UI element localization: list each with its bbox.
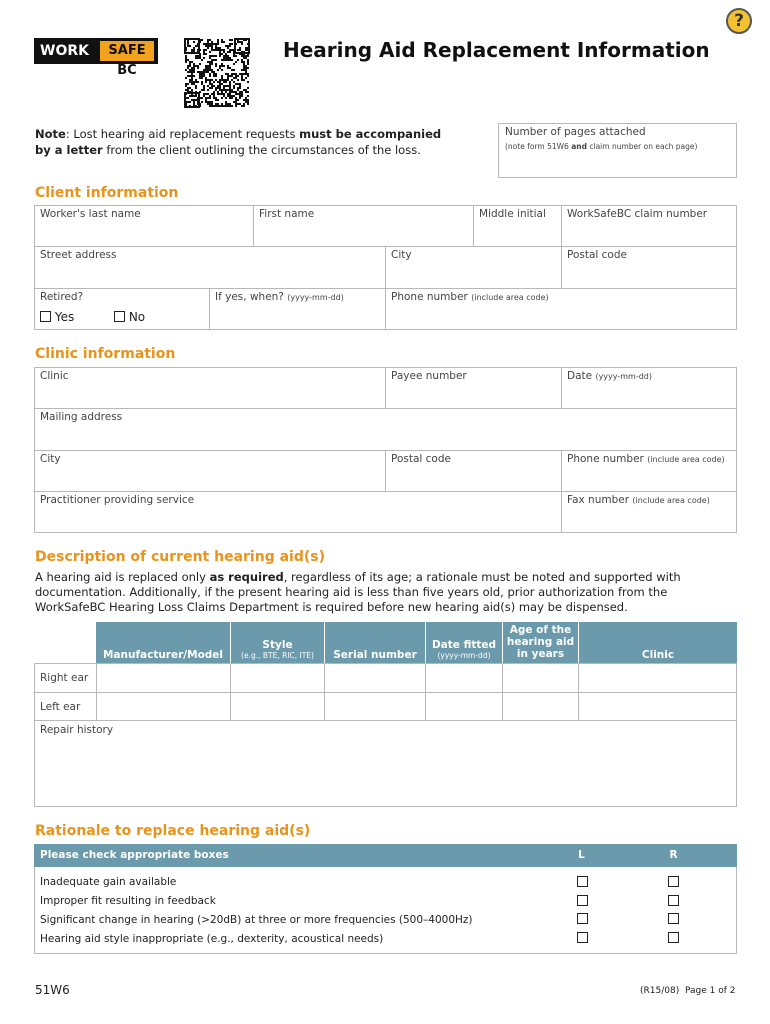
rationale-table-header: Please check appropriate boxes L R (34, 844, 737, 867)
right-checkbox[interactable] (668, 895, 679, 906)
clinic-phone-field[interactable]: Phone number (include area code) (567, 453, 725, 465)
hearing-aid-table (34, 663, 737, 807)
form-number: 51W6 (35, 983, 70, 997)
retired-date-field[interactable]: If yes, when? (yyyy-mm-dd) (215, 291, 344, 303)
rationale-item: Hearing aid style inappropriate (e.g., dexterity, acoustical needs) (40, 933, 384, 945)
note-text: Note: Lost hearing aid replacement requests must be accompanied by a letter from the client outlining the circumstances of the loss. (35, 127, 442, 157)
street-address-field[interactable]: Street address (40, 249, 117, 261)
rationale-heading: Rationale to replace hearing aid(s) (35, 823, 311, 839)
rationale-item: Significant change in hearing (>20dB) at three or more frequencies (500–4000Hz) (40, 914, 473, 926)
help-icon[interactable]: ? (726, 8, 752, 34)
pages-attached-field[interactable]: Number of pages attached (note form 51W6 and claim number on each page) (498, 123, 737, 178)
left-checkbox[interactable] (577, 895, 588, 906)
clinic-city-field[interactable]: City (40, 453, 61, 465)
first-name-field[interactable]: First name (259, 208, 315, 220)
hearing-aid-table-header: Manufacturer/Model Style (e.g., BTE, RIC, ITE) Serial number Date fitted (yyyy-mm-dd) Age of the hearing aid in years Clinic (96, 622, 737, 663)
middle-initial-field[interactable]: Middle initial (479, 208, 546, 220)
client-postal-field[interactable]: Postal code (567, 249, 627, 261)
client-phone-field[interactable]: Phone number (include area code) (391, 291, 549, 303)
retired-label: Retired? (40, 291, 84, 303)
right-checkbox[interactable] (668, 932, 679, 943)
retired-no-option[interactable]: No (114, 310, 145, 324)
rationale-item: Inadequate gain available (40, 876, 177, 888)
rationale-item: Improper fit resulting in feedback (40, 895, 216, 907)
clinic-date-field[interactable]: Date (yyyy-mm-dd) (567, 370, 653, 382)
practitioner-field[interactable]: Practitioner providing service (40, 494, 195, 506)
description-text: A hearing aid is replaced only as required, regardless of its age; a rationale must be noted and supported with documentation. Additionally, if the present hearing aid is less than five years old, prior authorization from the WorkSafeBC Hearing Loss Claims Department is required before new hearing aid(s) may be dispensed. (35, 570, 681, 614)
page-indicator: (R15/08) Page 1 of 2 (640, 986, 736, 996)
repair-history-field[interactable]: Repair history (40, 724, 114, 736)
payee-number-field[interactable]: Payee number (391, 370, 467, 382)
clinic-name-field[interactable]: Clinic (40, 370, 69, 382)
yes-checkbox[interactable] (40, 311, 51, 322)
clinic-postal-field[interactable]: Postal code (391, 453, 451, 465)
fax-number-field[interactable]: Fax number (include area code) (567, 494, 710, 506)
clinic-info-heading: Clinic information (35, 346, 176, 362)
claim-number-field[interactable]: WorkSafeBC claim number (567, 208, 708, 220)
right-checkbox[interactable] (668, 913, 679, 924)
left-checkbox[interactable] (577, 913, 588, 924)
last-name-field[interactable]: Worker's last name (40, 208, 141, 220)
page-title: Hearing Aid Replacement Information (283, 38, 710, 62)
retired-yes-option[interactable]: Yes (40, 310, 74, 324)
client-city-field[interactable]: City (391, 249, 412, 261)
left-checkbox[interactable] (577, 876, 588, 887)
description-heading: Description of current hearing aid(s) (35, 549, 325, 565)
right-ear-row: Right ear (40, 672, 89, 684)
barcode-icon (184, 38, 250, 108)
mailing-address-field[interactable]: Mailing address (40, 411, 123, 423)
client-info-heading: Client information (35, 185, 179, 201)
worksafebc-logo: WORK SAFE BC (34, 38, 158, 64)
no-checkbox[interactable] (114, 311, 125, 322)
right-checkbox[interactable] (668, 876, 679, 887)
left-ear-row: Left ear (40, 701, 81, 713)
left-checkbox[interactable] (577, 932, 588, 943)
